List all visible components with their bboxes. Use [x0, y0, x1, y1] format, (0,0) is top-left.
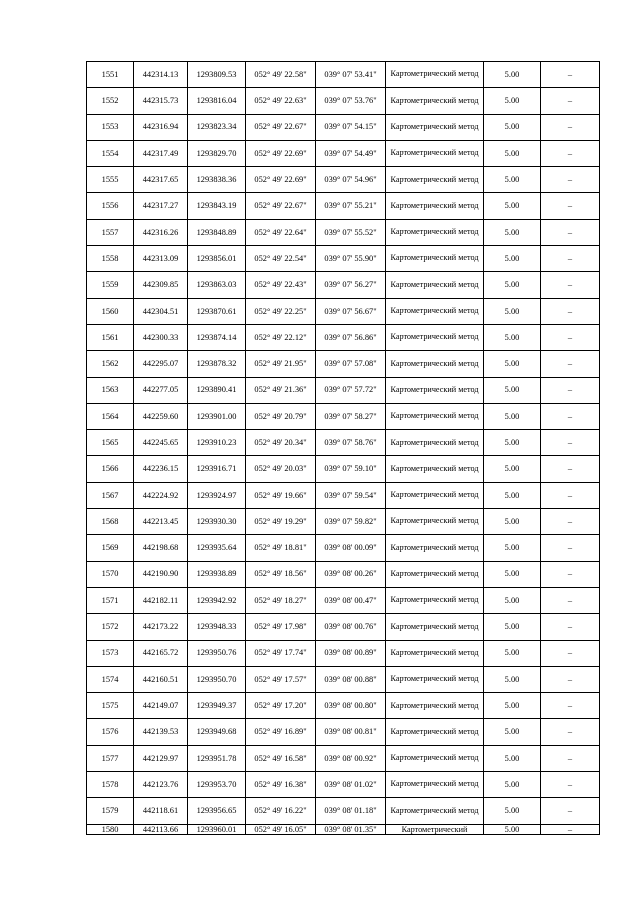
table-row [87, 193, 600, 219]
accuracy-cell: 5.00 [484, 193, 541, 219]
table-row [87, 824, 600, 834]
accuracy-cell: 5.00 [484, 403, 541, 429]
point-number-cell: 1563 [87, 377, 134, 403]
point-number-cell: 1579 [87, 798, 134, 824]
y-coordinate-cell: 1293843.19 [188, 193, 246, 219]
y-coordinate-cell: 1293956.65 [188, 798, 246, 824]
y-coordinate-cell: 1293878.32 [188, 351, 246, 377]
x-coordinate-cell: 442317.49 [134, 140, 188, 166]
table-row [87, 745, 600, 771]
longitude-cell: 039° 08' 00.76" [316, 614, 386, 640]
method-cell: Картометрический метод [386, 430, 484, 456]
table-row [87, 456, 600, 482]
table-row [87, 219, 600, 245]
note-cell: – [541, 140, 600, 166]
note-cell: – [541, 430, 600, 456]
latitude-cell: 052° 49' 22.69" [246, 140, 316, 166]
longitude-cell: 039° 07' 59.82" [316, 509, 386, 535]
longitude-cell: 039° 07' 55.90" [316, 246, 386, 272]
latitude-cell: 052° 49' 16.58" [246, 745, 316, 771]
longitude-cell: 039° 08' 01.35" [316, 824, 386, 834]
method-cell: Картометрический метод [386, 456, 484, 482]
method-cell: Картометрический метод [386, 482, 484, 508]
x-coordinate-cell: 442295.07 [134, 351, 188, 377]
note-cell: – [541, 535, 600, 561]
point-number-cell: 1564 [87, 403, 134, 429]
point-number-cell: 1557 [87, 219, 134, 245]
table-row [87, 114, 600, 140]
latitude-cell: 052° 49' 22.54" [246, 246, 316, 272]
note-cell: – [541, 666, 600, 692]
longitude-cell: 039° 08' 00.80" [316, 693, 386, 719]
accuracy-cell: 5.00 [484, 614, 541, 640]
method-cell: Картометрический метод [386, 140, 484, 166]
longitude-cell: 039° 07' 54.49" [316, 140, 386, 166]
longitude-cell: 039° 08' 01.02" [316, 772, 386, 798]
x-coordinate-cell: 442245.65 [134, 430, 188, 456]
note-cell: – [541, 798, 600, 824]
point-number-cell: 1569 [87, 535, 134, 561]
table-row [87, 666, 600, 692]
note-cell: – [541, 693, 600, 719]
latitude-cell: 052° 49' 16.38" [246, 772, 316, 798]
method-cell: Картометрический метод [386, 587, 484, 613]
y-coordinate-cell: 1293863.03 [188, 272, 246, 298]
table-row [87, 772, 600, 798]
coordinates-table-body [87, 62, 600, 835]
longitude-cell: 039° 07' 54.96" [316, 167, 386, 193]
point-number-cell: 1574 [87, 666, 134, 692]
accuracy-cell: 5.00 [484, 719, 541, 745]
x-coordinate-cell: 442236.15 [134, 456, 188, 482]
y-coordinate-cell: 1293951.78 [188, 745, 246, 771]
table-row [87, 377, 600, 403]
longitude-cell: 039° 07' 57.08" [316, 351, 386, 377]
latitude-cell: 052° 49' 22.69" [246, 167, 316, 193]
y-coordinate-cell: 1293838.36 [188, 167, 246, 193]
accuracy-cell: 5.00 [484, 324, 541, 350]
point-number-cell: 1552 [87, 88, 134, 114]
method-cell: Картометрический метод [386, 745, 484, 771]
x-coordinate-cell: 442198.68 [134, 535, 188, 561]
x-coordinate-cell: 442173.22 [134, 614, 188, 640]
note-cell: – [541, 640, 600, 666]
point-number-cell: 1553 [87, 114, 134, 140]
x-coordinate-cell: 442224.92 [134, 482, 188, 508]
note-cell: – [541, 193, 600, 219]
accuracy-cell: 5.00 [484, 140, 541, 166]
table-row [87, 140, 600, 166]
y-coordinate-cell: 1293953.70 [188, 772, 246, 798]
note-cell: – [541, 324, 600, 350]
y-coordinate-cell: 1293938.89 [188, 561, 246, 587]
y-coordinate-cell: 1293948.33 [188, 614, 246, 640]
accuracy-cell: 5.00 [484, 824, 541, 834]
longitude-cell: 039° 08' 00.88" [316, 666, 386, 692]
note-cell: – [541, 298, 600, 324]
latitude-cell: 052° 49' 16.89" [246, 719, 316, 745]
method-cell: Картометрический метод [386, 193, 484, 219]
longitude-cell: 039° 07' 59.10" [316, 456, 386, 482]
latitude-cell: 052° 49' 21.36" [246, 377, 316, 403]
latitude-cell: 052° 49' 22.64" [246, 219, 316, 245]
method-cell: Картометрический метод [386, 62, 484, 88]
y-coordinate-cell: 1293930.30 [188, 509, 246, 535]
method-cell: Картометрический метод [386, 246, 484, 272]
method-cell: Картометрический метод [386, 509, 484, 535]
longitude-cell: 039° 07' 56.67" [316, 298, 386, 324]
method-cell: Картометрический метод [386, 272, 484, 298]
y-coordinate-cell: 1293848.89 [188, 219, 246, 245]
method-cell: Картометрический метод [386, 114, 484, 140]
longitude-cell: 039° 08' 00.92" [316, 745, 386, 771]
y-coordinate-cell: 1293949.37 [188, 693, 246, 719]
note-cell: – [541, 272, 600, 298]
longitude-cell: 039° 08' 00.89" [316, 640, 386, 666]
y-coordinate-cell: 1293823.34 [188, 114, 246, 140]
y-coordinate-cell: 1293949.68 [188, 719, 246, 745]
x-coordinate-cell: 442315.73 [134, 88, 188, 114]
point-number-cell: 1572 [87, 614, 134, 640]
note-cell: – [541, 219, 600, 245]
longitude-cell: 039° 07' 53.76" [316, 88, 386, 114]
table-row [87, 403, 600, 429]
note-cell: – [541, 114, 600, 140]
x-coordinate-cell: 442160.51 [134, 666, 188, 692]
table-row [87, 272, 600, 298]
method-cell: Картометрический метод [386, 324, 484, 350]
table-row [87, 62, 600, 88]
y-coordinate-cell: 1293809.53 [188, 62, 246, 88]
latitude-cell: 052° 49' 17.98" [246, 614, 316, 640]
x-coordinate-cell: 442259.60 [134, 403, 188, 429]
y-coordinate-cell: 1293874.14 [188, 324, 246, 350]
latitude-cell: 052° 49' 19.66" [246, 482, 316, 508]
point-number-cell: 1567 [87, 482, 134, 508]
method-cell: Картометрический метод [386, 535, 484, 561]
latitude-cell: 052° 49' 22.25" [246, 298, 316, 324]
accuracy-cell: 5.00 [484, 62, 541, 88]
longitude-cell: 039° 08' 00.47" [316, 587, 386, 613]
x-coordinate-cell: 442317.65 [134, 167, 188, 193]
accuracy-cell: 5.00 [484, 377, 541, 403]
longitude-cell: 039° 08' 00.26" [316, 561, 386, 587]
x-coordinate-cell: 442165.72 [134, 640, 188, 666]
y-coordinate-cell: 1293935.64 [188, 535, 246, 561]
note-cell: – [541, 403, 600, 429]
method-cell: Картометрический метод [386, 640, 484, 666]
note-cell: – [541, 719, 600, 745]
y-coordinate-cell: 1293950.76 [188, 640, 246, 666]
note-cell: – [541, 561, 600, 587]
latitude-cell: 052° 49' 20.34" [246, 430, 316, 456]
table-row [87, 614, 600, 640]
latitude-cell: 052° 49' 20.79" [246, 403, 316, 429]
accuracy-cell: 5.00 [484, 587, 541, 613]
latitude-cell: 052° 49' 18.27" [246, 587, 316, 613]
point-number-cell: 1556 [87, 193, 134, 219]
longitude-cell: 039° 07' 54.15" [316, 114, 386, 140]
y-coordinate-cell: 1293916.71 [188, 456, 246, 482]
point-number-cell: 1555 [87, 167, 134, 193]
longitude-cell: 039° 07' 59.54" [316, 482, 386, 508]
note-cell: – [541, 88, 600, 114]
point-number-cell: 1565 [87, 430, 134, 456]
latitude-cell: 052° 49' 22.43" [246, 272, 316, 298]
x-coordinate-cell: 442123.76 [134, 772, 188, 798]
accuracy-cell: 5.00 [484, 114, 541, 140]
longitude-cell: 039° 08' 00.09" [316, 535, 386, 561]
table-row [87, 246, 600, 272]
x-coordinate-cell: 442213.45 [134, 509, 188, 535]
table-row [87, 351, 600, 377]
table-row [87, 430, 600, 456]
longitude-cell: 039° 07' 57.72" [316, 377, 386, 403]
method-cell: Картометрический метод [386, 167, 484, 193]
x-coordinate-cell: 442316.94 [134, 114, 188, 140]
accuracy-cell: 5.00 [484, 535, 541, 561]
table-row [87, 324, 600, 350]
accuracy-cell: 5.00 [484, 272, 541, 298]
table-row [87, 693, 600, 719]
latitude-cell: 052° 49' 19.29" [246, 509, 316, 535]
y-coordinate-cell: 1293950.70 [188, 666, 246, 692]
y-coordinate-cell: 1293890.41 [188, 377, 246, 403]
method-cell: Картометрический метод [386, 351, 484, 377]
latitude-cell: 052° 49' 22.67" [246, 193, 316, 219]
point-number-cell: 1578 [87, 772, 134, 798]
note-cell: – [541, 772, 600, 798]
y-coordinate-cell: 1293910.23 [188, 430, 246, 456]
longitude-cell: 039° 07' 56.27" [316, 272, 386, 298]
point-number-cell: 1551 [87, 62, 134, 88]
accuracy-cell: 5.00 [484, 430, 541, 456]
x-coordinate-cell: 442317.27 [134, 193, 188, 219]
note-cell: – [541, 456, 600, 482]
accuracy-cell: 5.00 [484, 298, 541, 324]
x-coordinate-cell: 442309.85 [134, 272, 188, 298]
x-coordinate-cell: 442190.90 [134, 561, 188, 587]
longitude-cell: 039° 07' 55.21" [316, 193, 386, 219]
accuracy-cell: 5.00 [484, 745, 541, 771]
x-coordinate-cell: 442113.66 [134, 824, 188, 834]
note-cell: – [541, 824, 600, 834]
longitude-cell: 039° 07' 58.27" [316, 403, 386, 429]
accuracy-cell: 5.00 [484, 693, 541, 719]
table-row [87, 298, 600, 324]
point-number-cell: 1576 [87, 719, 134, 745]
method-cell: Картометрический метод [386, 614, 484, 640]
latitude-cell: 052° 49' 18.56" [246, 561, 316, 587]
accuracy-cell: 5.00 [484, 509, 541, 535]
note-cell: – [541, 587, 600, 613]
point-number-cell: 1560 [87, 298, 134, 324]
table-row [87, 640, 600, 666]
method-cell: Картометрический метод [386, 377, 484, 403]
accuracy-cell: 5.00 [484, 482, 541, 508]
y-coordinate-cell: 1293829.70 [188, 140, 246, 166]
table-row [87, 509, 600, 535]
note-cell: – [541, 509, 600, 535]
table-row [87, 587, 600, 613]
latitude-cell: 052° 49' 22.12" [246, 324, 316, 350]
latitude-cell: 052° 49' 16.05" [246, 824, 316, 834]
longitude-cell: 039° 07' 53.41" [316, 62, 386, 88]
table-row [87, 798, 600, 824]
method-cell: Картометрический метод [386, 798, 484, 824]
y-coordinate-cell: 1293856.01 [188, 246, 246, 272]
accuracy-cell: 5.00 [484, 798, 541, 824]
latitude-cell: 052° 49' 20.03" [246, 456, 316, 482]
note-cell: – [541, 377, 600, 403]
table-row [87, 535, 600, 561]
accuracy-cell: 5.00 [484, 219, 541, 245]
longitude-cell: 039° 07' 58.76" [316, 430, 386, 456]
note-cell: – [541, 167, 600, 193]
accuracy-cell: 5.00 [484, 772, 541, 798]
x-coordinate-cell: 442304.51 [134, 298, 188, 324]
x-coordinate-cell: 442129.97 [134, 745, 188, 771]
note-cell: – [541, 246, 600, 272]
latitude-cell: 052° 49' 16.22" [246, 798, 316, 824]
point-number-cell: 1575 [87, 693, 134, 719]
accuracy-cell: 5.00 [484, 640, 541, 666]
point-number-cell: 1570 [87, 561, 134, 587]
point-number-cell: 1554 [87, 140, 134, 166]
y-coordinate-cell: 1293816.04 [188, 88, 246, 114]
point-number-cell: 1558 [87, 246, 134, 272]
y-coordinate-cell: 1293870.61 [188, 298, 246, 324]
latitude-cell: 052° 49' 22.67" [246, 114, 316, 140]
x-coordinate-cell: 442277.05 [134, 377, 188, 403]
longitude-cell: 039° 07' 55.52" [316, 219, 386, 245]
latitude-cell: 052° 49' 17.20" [246, 693, 316, 719]
point-number-cell: 1573 [87, 640, 134, 666]
y-coordinate-cell: 1293960.01 [188, 824, 246, 834]
method-cell: Картометрический метод [386, 298, 484, 324]
note-cell: – [541, 745, 600, 771]
point-number-cell: 1568 [87, 509, 134, 535]
point-number-cell: 1566 [87, 456, 134, 482]
method-cell: Картометрический метод [386, 719, 484, 745]
accuracy-cell: 5.00 [484, 246, 541, 272]
longitude-cell: 039° 08' 01.18" [316, 798, 386, 824]
accuracy-cell: 5.00 [484, 88, 541, 114]
note-cell: – [541, 62, 600, 88]
x-coordinate-cell: 442182.11 [134, 587, 188, 613]
longitude-cell: 039° 07' 56.86" [316, 324, 386, 350]
latitude-cell: 052° 49' 22.63" [246, 88, 316, 114]
accuracy-cell: 5.00 [484, 456, 541, 482]
point-number-cell: 1577 [87, 745, 134, 771]
y-coordinate-cell: 1293924.97 [188, 482, 246, 508]
point-number-cell: 1562 [87, 351, 134, 377]
x-coordinate-cell: 442316.26 [134, 219, 188, 245]
note-cell: – [541, 351, 600, 377]
method-cell: Картометрический метод [386, 561, 484, 587]
x-coordinate-cell: 442139.53 [134, 719, 188, 745]
method-cell: Картометрический метод [386, 693, 484, 719]
x-coordinate-cell: 442314.13 [134, 62, 188, 88]
note-cell: – [541, 614, 600, 640]
method-cell: Картометрический метод [386, 88, 484, 114]
accuracy-cell: 5.00 [484, 561, 541, 587]
x-coordinate-cell: 442313.09 [134, 246, 188, 272]
accuracy-cell: 5.00 [484, 351, 541, 377]
accuracy-cell: 5.00 [484, 167, 541, 193]
table-row [87, 167, 600, 193]
y-coordinate-cell: 1293901.00 [188, 403, 246, 429]
note-cell: – [541, 482, 600, 508]
method-cell: Картометрический метод [386, 772, 484, 798]
table-row [87, 719, 600, 745]
point-number-cell: 1580 [87, 824, 134, 834]
latitude-cell: 052° 49' 21.95" [246, 351, 316, 377]
table-row [87, 88, 600, 114]
latitude-cell: 052° 49' 22.58" [246, 62, 316, 88]
latitude-cell: 052° 49' 18.81" [246, 535, 316, 561]
latitude-cell: 052° 49' 17.57" [246, 666, 316, 692]
method-cell: Картометрический [386, 824, 484, 834]
accuracy-cell: 5.00 [484, 666, 541, 692]
method-cell: Картометрический метод [386, 403, 484, 429]
x-coordinate-cell: 442149.07 [134, 693, 188, 719]
point-number-cell: 1559 [87, 272, 134, 298]
table-row [87, 561, 600, 587]
point-number-cell: 1571 [87, 587, 134, 613]
coordinates-table [86, 61, 600, 835]
y-coordinate-cell: 1293942.92 [188, 587, 246, 613]
x-coordinate-cell: 442118.61 [134, 798, 188, 824]
method-cell: Картометрический метод [386, 219, 484, 245]
table-row [87, 482, 600, 508]
method-cell: Картометрический метод [386, 666, 484, 692]
x-coordinate-cell: 442300.33 [134, 324, 188, 350]
point-number-cell: 1561 [87, 324, 134, 350]
longitude-cell: 039° 08' 00.81" [316, 719, 386, 745]
latitude-cell: 052° 49' 17.74" [246, 640, 316, 666]
